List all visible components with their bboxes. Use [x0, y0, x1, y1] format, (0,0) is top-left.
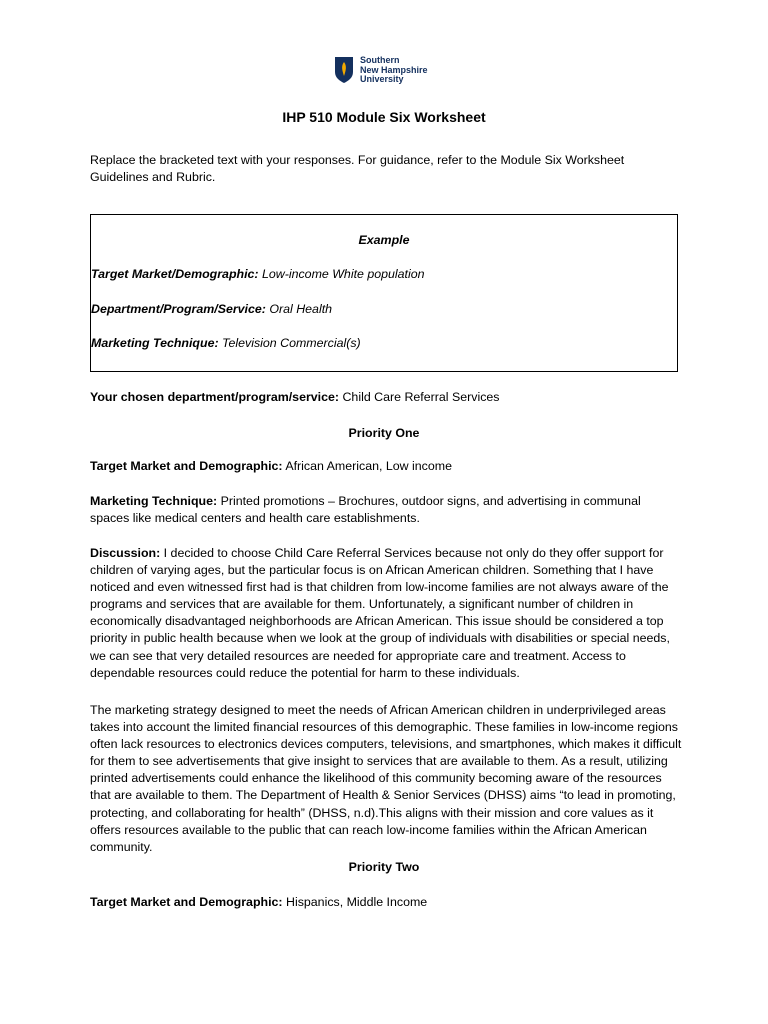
priority-two-heading: Priority Two [348, 860, 420, 874]
p2-target-label: Target Market and Demographic: [90, 895, 283, 909]
example-box [90, 214, 678, 372]
p1-marketing-strategy-paragraph: The marketing strategy designed to meet the needs of African American children in underprivileged areas takes into account the limited financial resources of this demographic. These families in low-income regions often lack resources to electronics devices computers, televisions, and smartphones, which makes it difficult for them to see advertisements that give insight to services that are available to them. As a result, utilizing printed advertisements could enhance the likelihood of this community becoming aware of the resources that are available to them. The Department of Health & Senior Services (DHSS) aims “to lead in promoting, protecting, and collaborating for health” (DHSS, n.d).This aligns with their mission and core values as it offers resources available to the public that can reach low-income families within the African American community. [90, 703, 682, 854]
example-heading: Example [358, 233, 410, 247]
logo-line-1: Southern [360, 55, 400, 65]
p1-technique-label: Marketing Technique: [90, 494, 218, 508]
p1-marketing-technique [90, 493, 682, 527]
p1-technique-value: Printed promotions – Brochures, outdoor signs, and advertising in communal spaces like medical centers and health care establishments. [90, 494, 641, 526]
p1-discussion-value: I decided to choose Child Care Referral Services because not only do they offer support for children of varying ages, but the particular focus is on African American children. Something that I have noticed and even witnessed first had is that children from low-income families are not always aware of the programs and services that are available for them. Unfortunately, a significant number of children in economically disadvantaged neighborhoods are African American. This issue should be considered a top priority in public health because when we look at the group of individuals with disabilities or special needs, we can see that very detailed resources are needed for appropriate care and treatment. Access to dependable resources could reduce the potential for harm to these individuals. [90, 546, 670, 680]
p1-target-label: Target Market and Demographic: [90, 459, 283, 473]
example-target-label: Target Market/Demographic: [91, 267, 259, 281]
logo-line-3: University [360, 74, 404, 84]
p1-target-market-line [90, 458, 452, 475]
p1-discussion [90, 545, 682, 682]
example-target-value: Low-income White population [258, 267, 425, 281]
p2-target-value: Hispanics, Middle Income [282, 895, 428, 909]
logo-wordmark [360, 56, 428, 85]
chosen-service-label: Your chosen department/program/service: [90, 390, 340, 404]
p1-discussion-label: Discussion: [90, 546, 161, 560]
p2-target-market-line [90, 894, 427, 911]
example-dept-value: Oral Health [265, 302, 333, 316]
example-technique-value: Television Commercial(s) [218, 336, 361, 350]
chosen-service-value: Child Care Referral Services [339, 390, 500, 404]
shield-logo-icon [334, 56, 354, 84]
example-technique [91, 336, 361, 350]
example-target-market [91, 267, 425, 281]
chosen-service-line [90, 389, 499, 406]
university-logo [334, 56, 428, 85]
example-technique-label: Marketing Technique: [91, 336, 219, 350]
document-title: IHP 510 Module Six Worksheet [282, 109, 486, 125]
p1-target-value: African American, Low income [282, 459, 452, 473]
example-department [91, 302, 332, 316]
intro-instructions: Replace the bracketed text with your responses. For guidance, refer to the Module Six Worksheet Guidelines and Rubric. [90, 153, 625, 184]
example-dept-label: Department/Program/Service: [91, 302, 266, 316]
priority-one-heading: Priority One [348, 426, 420, 440]
logo-line-2: New Hampshire [360, 64, 428, 75]
